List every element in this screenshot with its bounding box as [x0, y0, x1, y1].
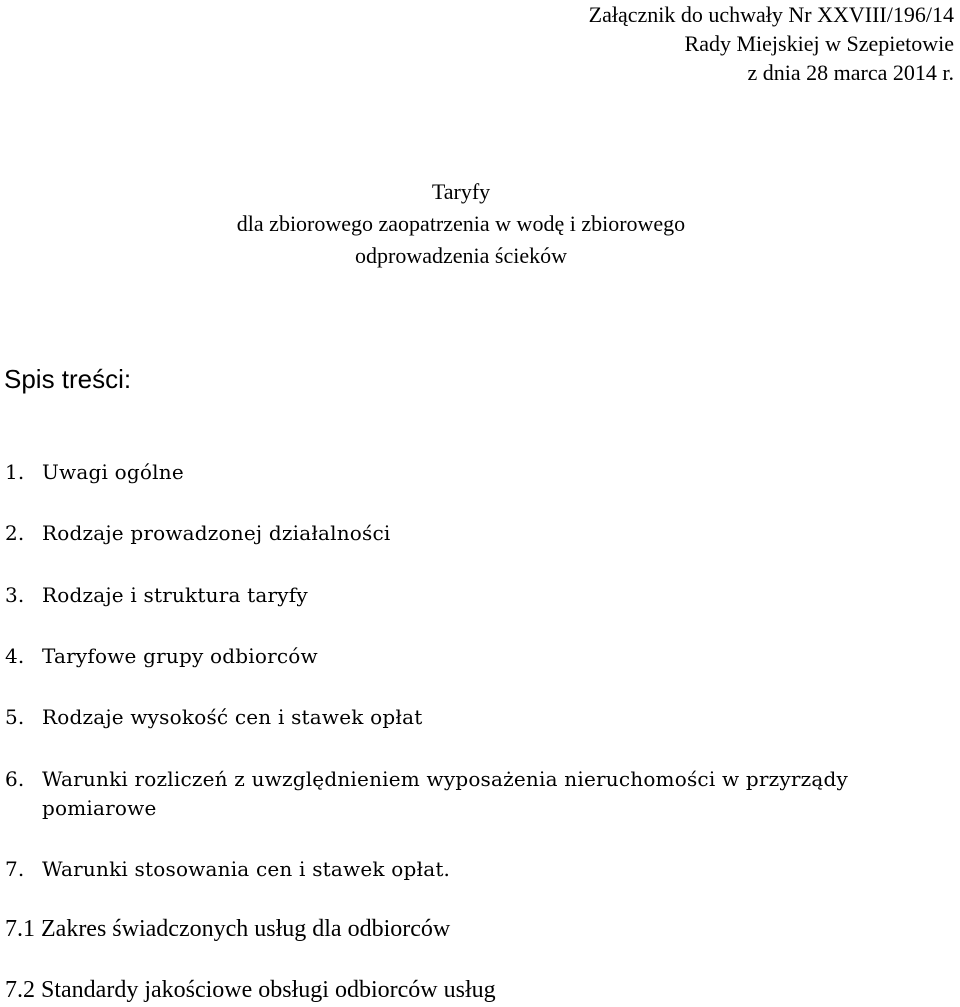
toc-item-5	[5, 703, 422, 732]
toc-item-number: 2.	[5, 521, 25, 545]
toc-item-text-continued: pomiarowe	[42, 796, 157, 820]
toc-item-number: 5.	[5, 705, 25, 729]
toc-item-number: 7.	[5, 857, 25, 881]
toc-item-text: Warunki rozliczeń z uwzględnieniem wyposażenia nieruchomości w przyrządy	[42, 767, 848, 791]
title-line-2: dla zbiorowego zaopatrzenia w wodę i zbiorowego	[236, 211, 686, 236]
toc-item-2	[5, 519, 391, 548]
toc-item-number: 1.	[5, 460, 25, 484]
toc-item-1	[5, 458, 184, 487]
title-line-3: odprowadzenia ścieków	[355, 243, 567, 268]
toc-item-number: 4.	[5, 644, 25, 668]
toc-item-text: Rodzaje prowadzonej działalności	[42, 521, 391, 545]
toc-item-text: Taryfowe grupy odbiorców	[42, 644, 318, 668]
toc-item-text: Uwagi ogólne	[42, 460, 184, 484]
toc-item-3	[5, 581, 308, 610]
toc-subitem-7-2: 7.2 Standardy jakościowe obsługi odbiorców usług	[5, 977, 496, 1003]
header-line-council: Rady Miejskiej w Szepietowie	[684, 31, 954, 56]
toc-item-number: 6.	[5, 767, 25, 791]
attachment-header	[589, 0, 954, 87]
toc-item-7	[5, 855, 450, 884]
toc-item-text: Warunki stosowania cen i stawek opłat.	[42, 857, 451, 881]
header-line-date: z dnia 28 marca 2014 r.	[747, 60, 954, 85]
toc-heading: Spis treści:	[4, 364, 132, 394]
toc-item-6	[5, 765, 848, 823]
document-title	[0, 176, 922, 272]
toc-item-number: 3.	[5, 583, 25, 607]
header-line-resolution: Załącznik do uchwały Nr XXVIII/196/14	[588, 2, 954, 27]
toc-item-text: Rodzaje i struktura taryfy	[42, 583, 308, 607]
title-line-1: Taryfy	[431, 179, 491, 204]
toc-item-text: Rodzaje wysokość cen i stawek opłat	[42, 705, 423, 729]
toc-item-4	[5, 642, 318, 671]
toc-subitem-7-1: 7.1 Zakres świadczonych usług dla odbiorców	[5, 916, 451, 942]
